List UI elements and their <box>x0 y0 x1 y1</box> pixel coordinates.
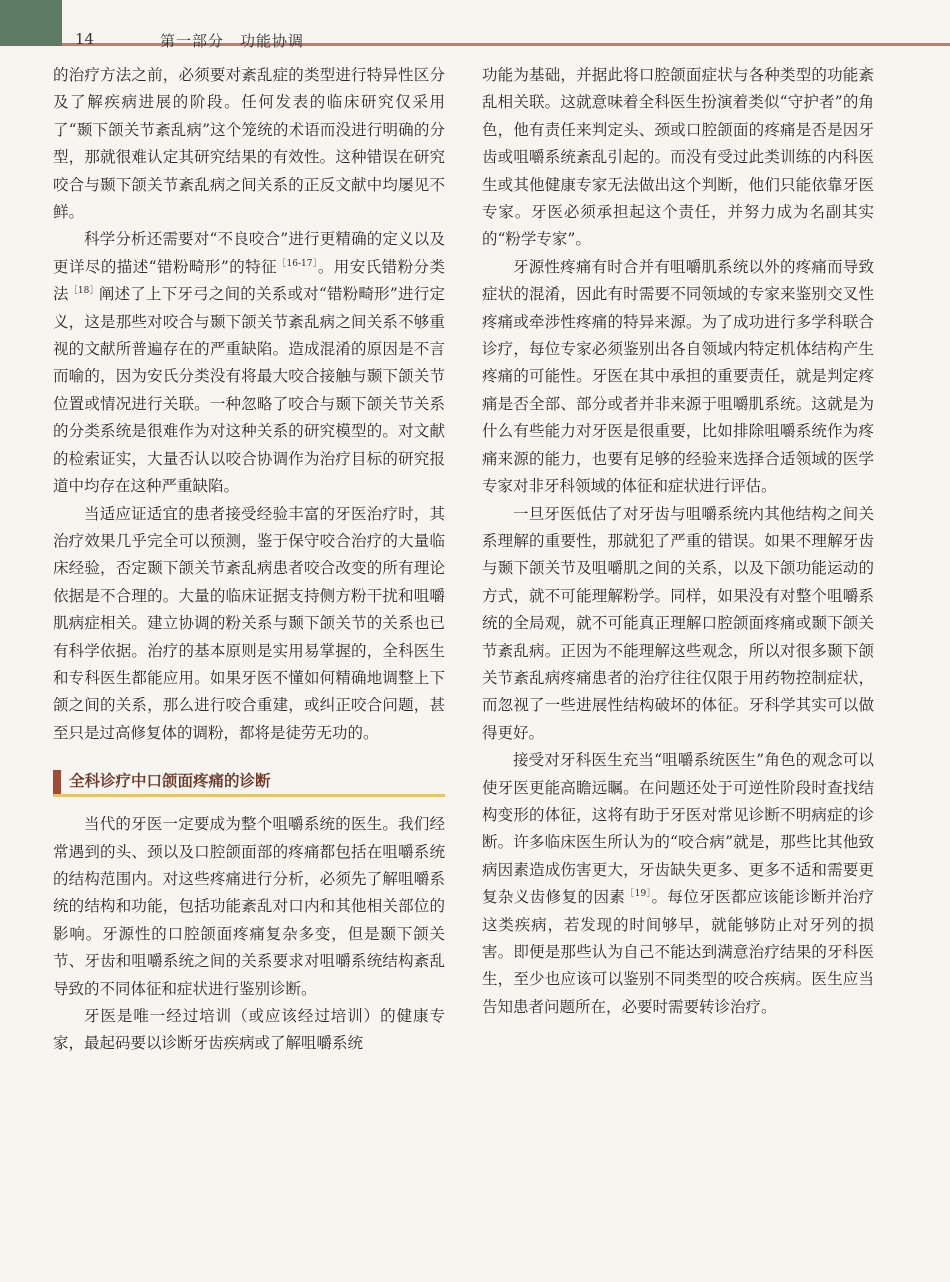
paragraph: 一旦牙医低估了对牙齿与咀嚼系统内其他结构之间关系理解的重要性，那就犯了严重的错误。如果不理解牙齿与颞下颌关节及咀嚼肌之间的关系，以及下颌功能运动的方式，就不可能理解粉学。同样，如果没有对整个咀嚼系统的全局观，就不可能真正理解口腔颌面疼痛或颞下颌关节紊乱病。正因为不能理解这些观念，所以对很多颞下颌关节紊乱病疼痛患者的治疗往往仅限于用药物控制症状，而忽视了一些进展性结构破坏的体征。牙科学其实可以做得更好。 <box>482 504 874 742</box>
left-column <box>53 62 445 1058</box>
paragraph: 当代的牙医一定要成为整个咀嚼系统的医生。我们经常遇到的头、颈以及口腔颌面部的疼痛都包括在咀嚼系统的结构范围内。对这些疼痛进行分析，必须先了解咀嚼系统的结构和功能，包括功能紊乱对口内和其他相关部位的影响。牙源性的口腔颌面疼痛复杂多变，但是颞下颌关节、牙齿和咀嚼系统之间的关系要求对咀嚼系统结构紊乱导致的不同体征和症状进行鉴别诊断。 <box>53 815 445 998</box>
reference-19: ［19］ <box>625 889 652 900</box>
corner-color-block <box>0 0 62 46</box>
reference-18: ［18］ <box>68 286 99 297</box>
text-run: 。用安氏错粉分类法 <box>53 257 445 304</box>
section-heading-bar <box>53 770 61 794</box>
paragraph: 牙医是唯一经过培训（或应该经过培训）的健康专家，最起码要以诊断牙齿疾病或了解咀嚼系统 <box>53 1007 445 1053</box>
text-run: 科学分析还需要对“不良咬合”进行更精确的定义以及更详尽的描述“错粉畸形”的特征 <box>53 230 445 276</box>
paragraph <box>53 226 445 500</box>
text-run: 阐述了上下牙弓之间的关系或对“错粉畸形”进行定义，这是那些对咬合与颞下颌关节紊乱病之间关系不够重视的文献所普遍存在的严重缺陷。造成混淆的原因是不言而喻的，因为安氏分类没有将最大咬合接触与颞下颌关节位置或情况进行关联。一种忽略了咬合与颞下颌关节关系的分类系统是很难作为对这种关系的研究模型的。对文献的检索证实，大量否认以咬合协调作为治疗目标的研究报道中均存在这种严重缺陷。 <box>53 285 445 496</box>
text-run: 。每位牙医都应该能诊断并治疗这类疾病，若发现的时间够早，就能够防止对牙列的损害。即便是那些认为自己不能达到满意治疗结果的牙科医生，至少也应该可以鉴别不同类型的咬合疾病。医生应当告知患者问题所在，必要时需要转诊治疗。 <box>482 888 874 1016</box>
paragraph: 的治疗方法之前，必须要对紊乱症的类型进行特异性区分及了解疾病进展的阶段。任何发表的临床研究仅采用了“颞下颌关节紊乱病”这个笼统的术语而没进行明确的分型，那就很难认定其研究结果的有效性。这种错误在研究咬合与颞下颌关节紊乱病之间关系的正反文献中均屡见不鲜。 <box>53 66 445 222</box>
section-heading <box>53 767 445 797</box>
text-run: 接受对牙科医生充当“咀嚼系统医生”角色的观念可以使牙医更能高瞻远瞩。在问题还处于可逆性阶段时查找结构变形的体征，这将有助于牙医对常见诊断不明病症的诊断。许多临床医生所认为的“咬合病”就是，那些比其他致病因素造成伤害更大，牙齿缺失更多、更多不适和需要更复杂义齿修复的因素 <box>482 751 874 907</box>
right-column <box>482 62 874 1021</box>
running-section-title: 第一部分 功能协调 <box>160 32 305 50</box>
paragraph: 当适应证适宜的患者接受经验丰富的牙医治疗时，其治疗效果几乎完全可以预测，鉴于保守咬合治疗的大量临床经验，否定颞下颌关节紊乱病患者咬合改变的所有理论依据是不合理的。大量的临床证据支持侧方粉干扰和咀嚼肌病症相关。建立协调的粉关系与颞下颌关节的关系也已有科学依据。治疗的基本原则是实用易掌握的，全科医生和专科医生都能应用。如果牙医不懂如何精确地调整上下颌之间的关系，那么进行咬合重建，或纠正咬合问题，甚至只是过高修复体的调粉，都将是徒劳无功的。 <box>53 504 445 742</box>
page-number: 14 <box>75 30 95 48</box>
paragraph: 功能为基础，并据此将口腔颌面症状与各种类型的功能紊乱相关联。这就意味着全科医生扮演着类似“守护者”的角色，他有责任来判定头、颈或口腔颌面的疼痛是否是因牙齿或咀嚼系统紊乱引起的。而没有受过此类训练的内科医生或其他健康专家无法做出这个判断，他们只能依靠牙医专家。牙医必须承担起这个责任，并努力成为名副其实的“粉学专家”。 <box>482 66 874 249</box>
paragraph: 牙源性疼痛有时合并有咀嚼肌系统以外的疼痛而导致症状的混淆，因此有时需要不同领域的专家来鉴别交叉性疼痛或牵涉性疼痛的特异来源。为了成功进行多学科联合诊疗，每位专家必须鉴别出各自领域内特定机体结构产生疼痛的可能性。牙医在其中承担的重要责任，就是判定疼痛是否全部、部分或者并非来源于咀嚼肌系统。这就是为什么有些能力对牙医是很重要，比如排除咀嚼系统作为疼痛来源的能力，也要有足够的经验来选择合适领域的医学专家对非牙科领域的体征和症状进行评估。 <box>482 257 874 496</box>
paragraph <box>482 747 874 1021</box>
section-heading-title: 全科诊疗中口颌面疼痛的诊断 <box>69 772 271 791</box>
reference-16-17: ［16-17］ <box>277 258 318 269</box>
section-heading-underline <box>53 794 445 797</box>
